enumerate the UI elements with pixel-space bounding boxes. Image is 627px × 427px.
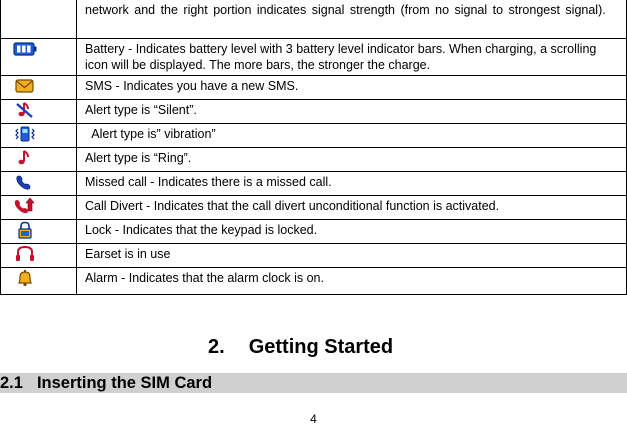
icon-cell (1, 172, 77, 196)
table-row (1, 124, 627, 148)
section-number: 2. (208, 336, 225, 358)
section-title: Getting Started (248, 336, 394, 358)
subsection-title: Inserting the SIM Card (36, 374, 213, 392)
icon-cell (1, 76, 77, 100)
icon-cell (1, 124, 77, 148)
table-row (1, 39, 627, 76)
missed-call-icon (13, 173, 37, 191)
battery-icon (13, 40, 37, 58)
page-number: 4 (310, 412, 317, 426)
subsection-heading (0, 373, 212, 393)
icon-description: Lock - Indicates that the keypad is locked. (77, 220, 627, 244)
icon-description: SMS - Indicates you have a new SMS. (77, 76, 627, 100)
icon-cell (1, 39, 77, 76)
table-row (1, 100, 627, 124)
table-row (1, 196, 627, 220)
icon-description: network and the right portion indicates signal strength (from no signal to strongest signal). (77, 0, 627, 39)
table-row (1, 76, 627, 100)
icon-description: Alert type is “Ring”. (77, 148, 627, 172)
ring-icon (13, 149, 37, 167)
keypad-lock-icon (13, 221, 37, 239)
icon-cell (1, 220, 77, 244)
icon-description: Alarm - Indicates that the alarm clock is on. (77, 268, 627, 295)
icon-cell (1, 148, 77, 172)
earset-icon (13, 245, 37, 263)
call-divert-icon (13, 197, 37, 215)
table-row (1, 220, 627, 244)
icon-description: Missed call - Indicates there is a missed call. (77, 172, 627, 196)
icon-cell (1, 268, 77, 295)
table-row (1, 244, 627, 268)
table-row (1, 172, 627, 196)
icon-cell (1, 0, 77, 39)
section-heading (208, 336, 393, 359)
table-row (1, 268, 627, 295)
icon-description: Alert type is” vibration” (77, 124, 627, 148)
icon-cell (1, 196, 77, 220)
sms-envelope-icon (13, 77, 37, 95)
icon-cell (1, 244, 77, 268)
subsection-number: 2.1 (0, 374, 23, 392)
icon-cell (1, 100, 77, 124)
alarm-bell-icon (13, 269, 37, 287)
table-row (1, 148, 627, 172)
icon-description: Battery - Indicates battery level with 3 battery level indicator bars. When charging, a scrolling icon will be displayed. The more bars, the stronger the charge. (77, 39, 627, 76)
icon-description: Alert type is “Silent”. (77, 100, 627, 124)
icon-description: Earset is in use (77, 244, 627, 268)
icon-description: Call Divert - Indicates that the call divert unconditional function is activated. (77, 196, 627, 220)
table-row (1, 0, 627, 39)
vibration-icon (13, 125, 37, 143)
silent-icon (13, 101, 37, 119)
